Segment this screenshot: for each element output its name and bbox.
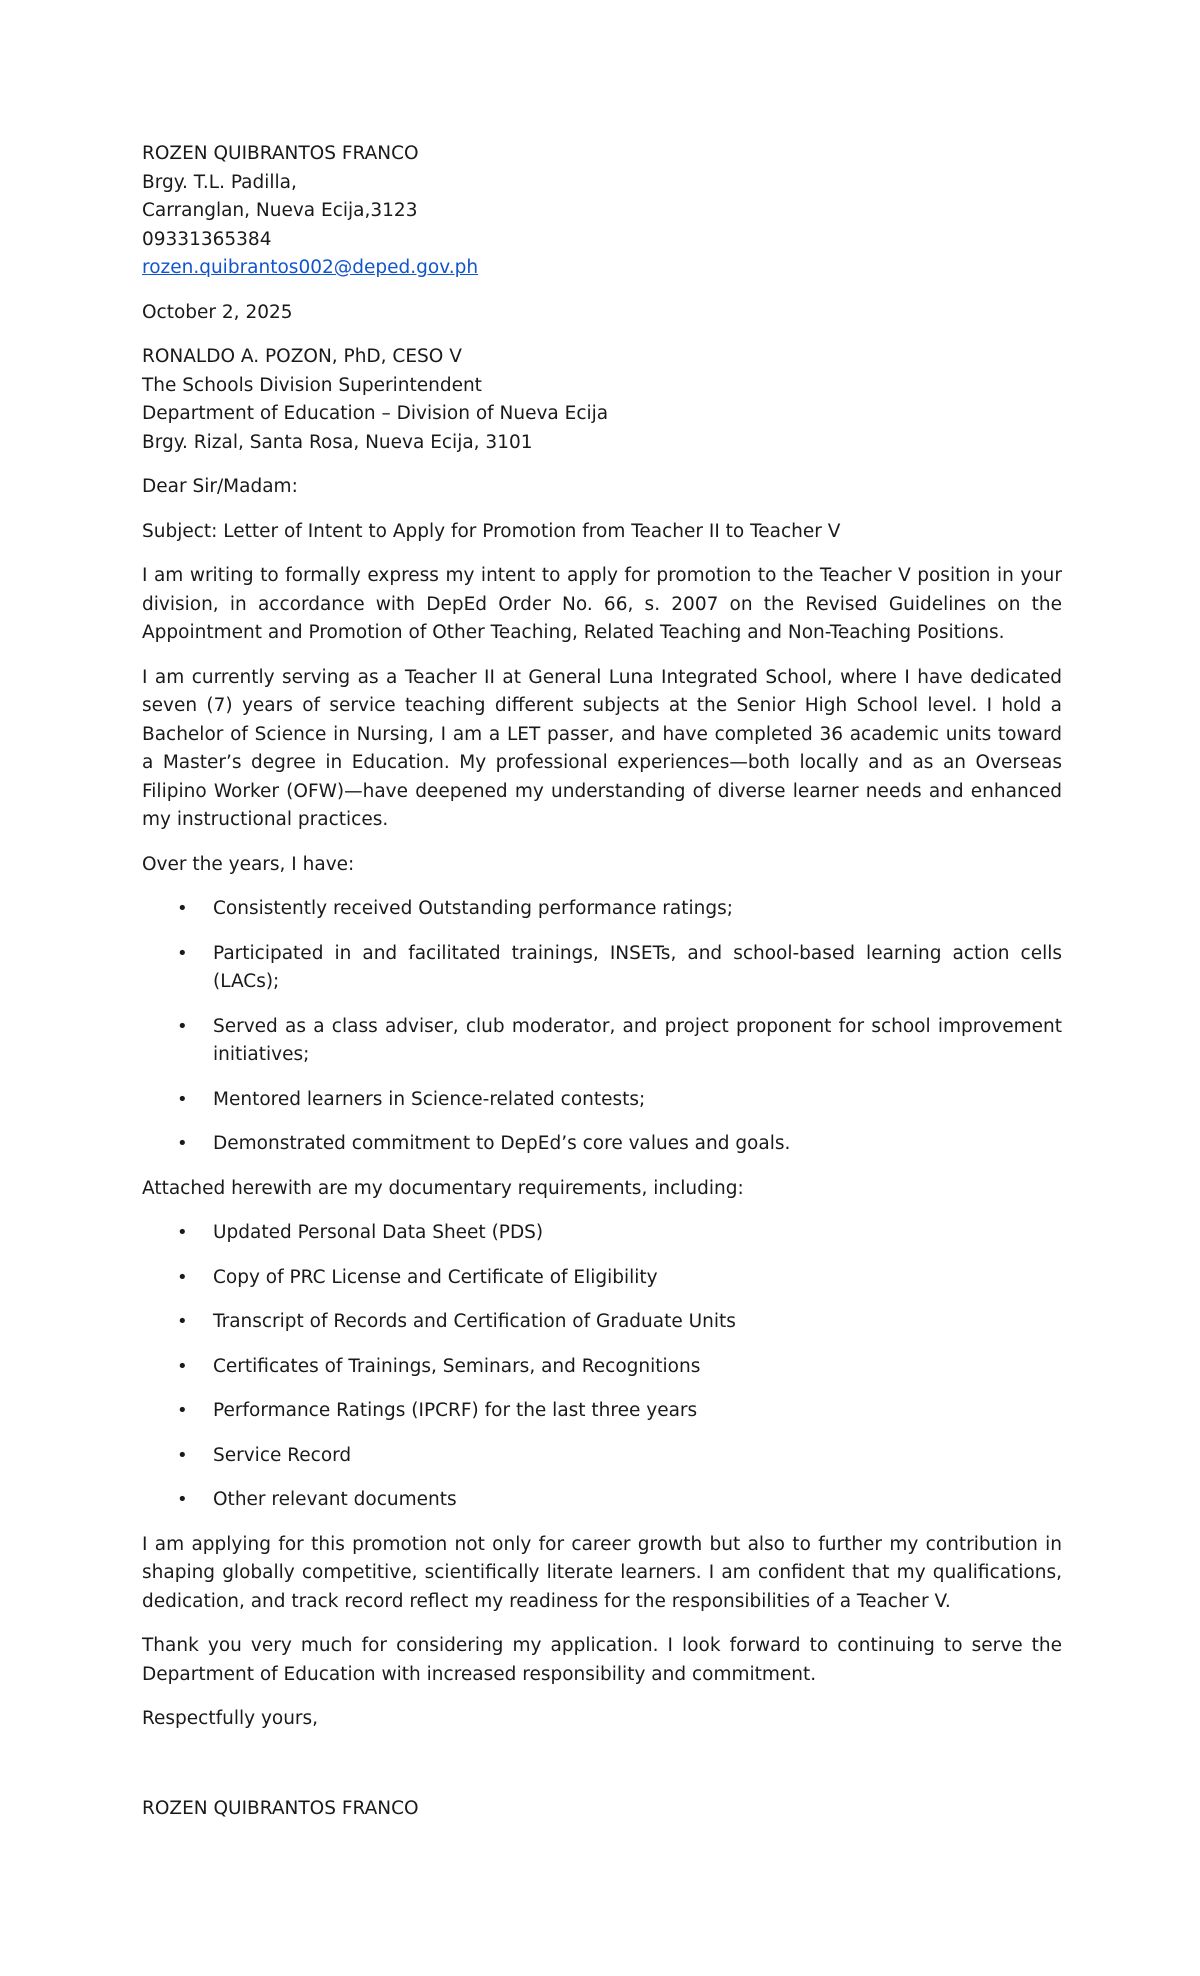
letter-body xyxy=(142,140,1062,1823)
list-item xyxy=(142,1308,1062,1337)
attachment-text: Certificates of Trainings, Seminars, and Recognitions xyxy=(213,1355,701,1377)
sender-block xyxy=(142,140,1062,283)
list-item xyxy=(142,1397,1062,1426)
bullet-icon: • xyxy=(177,1444,188,1466)
bullet-icon: • xyxy=(177,1489,188,1510)
attachment-text: Service Record xyxy=(213,1444,352,1466)
bullet-icon: • xyxy=(177,898,188,919)
recipient-office: Department of Education – Division of Nueva Ecija xyxy=(142,403,609,424)
attachment-text: Other relevant documents xyxy=(213,1489,457,1510)
list-item xyxy=(142,895,1062,924)
closing: Respectfully yours, xyxy=(142,1708,319,1729)
achievement-text: Participated in and facilitated trainings, INSETs, and school-based learning action cells (LACs); xyxy=(213,942,1062,992)
subject-line: Subject: Letter of Intent to Apply for Promotion from Teacher II to Teacher V xyxy=(142,520,841,542)
achievement-text: Mentored learners in Science-related contests; xyxy=(213,1088,646,1110)
attachments-list xyxy=(142,1219,1062,1515)
list-item xyxy=(142,1442,1062,1471)
sender-name: ROZEN QUIBRANTOS FRANCO xyxy=(142,143,419,164)
paragraph-intro: I am writing to formally express my intent to apply for promotion to the Teacher V position in your division, in accordance with DepEd Order No. 66, s. 2007 on the Revised Guidelines on the Appointment and Promotion of Other Teaching, Related Teaching and Non-Teaching Positions. xyxy=(142,565,1062,643)
attachment-text: Performance Ratings (IPCRF) for the last three years xyxy=(213,1400,698,1421)
bullet-icon: • xyxy=(177,1015,188,1037)
attachment-text: Updated Personal Data Sheet (PDS) xyxy=(213,1222,544,1243)
date-line xyxy=(142,299,1062,328)
achievements-lead: Over the years, I have: xyxy=(142,853,355,875)
bullet-icon: • xyxy=(177,1133,188,1154)
salutation: Dear Sir/Madam: xyxy=(142,476,298,497)
bullet-icon: • xyxy=(177,1088,188,1110)
sender-phone: 09331365384 xyxy=(142,228,272,250)
sender-email-link[interactable]: rozen.quibrantos002@deped.gov.ph xyxy=(142,257,479,278)
paragraph-motivation: I am applying for this promotion not only for career growth but also to further my contribution in shaping globally competitive, scientifically literate learners. I am confident that my qualifications, dedication, and track record reflect my readiness for the responsibilities of a Teacher V. xyxy=(142,1533,1062,1612)
bullet-icon: • xyxy=(177,1266,188,1288)
recipient-title: The Schools Division Superintendent xyxy=(142,374,482,396)
achievement-text: Consistently received Outstanding performance ratings; xyxy=(213,898,733,919)
paragraph-thanks: Thank you very much for considering my application. I look forward to continuing to serve the Department of Education with increased responsibility and commitment. xyxy=(142,1635,1062,1685)
recipient-block xyxy=(142,343,1062,457)
bullet-icon: • xyxy=(177,942,188,964)
list-item xyxy=(142,1219,1062,1248)
bullet-icon: • xyxy=(177,1222,188,1243)
attachment-text: Copy of PRC License and Certificate of Eligibility xyxy=(213,1266,658,1288)
attachments-lead: Attached herewith are my documentary requirements, including: xyxy=(142,1177,744,1199)
signature-name: ROZEN QUIBRANTOS FRANCO xyxy=(142,1797,419,1819)
list-item xyxy=(142,1086,1062,1115)
list-item xyxy=(142,1486,1062,1515)
list-item xyxy=(142,1264,1062,1293)
paragraph-background: I am currently serving as a Teacher II at General Luna Integrated School, where I have dedicated seven (7) years of service teaching different subjects at the Senior High School level. I hold a Bachelor of Science in Nursing, I am a LET passer, and have completed 36 academic units toward a Master’s degree in Education. My professional experiences—both locally and as an Overseas Filipino Worker (OFW)—have deepened my understanding of diverse learner needs and enhanced my instructional practices. xyxy=(142,666,1062,830)
sender-address-line1: Brgy. T.L. Padilla, xyxy=(142,171,297,193)
attachment-text: Transcript of Records and Certification of Graduate Units xyxy=(213,1311,736,1332)
achievement-text: Demonstrated commitment to DepEd’s core values and goals. xyxy=(213,1133,791,1154)
sender-address-line2: Carranglan, Nueva Ecija,3123 xyxy=(142,200,418,221)
list-item xyxy=(142,1130,1062,1159)
achievement-text: Served as a class adviser, club moderator, and project proponent for school improvement initiatives; xyxy=(213,1015,1062,1065)
list-item xyxy=(142,1013,1062,1070)
bullet-icon: • xyxy=(177,1355,188,1377)
bullet-icon: • xyxy=(177,1400,188,1421)
recipient-address: Brgy. Rizal, Santa Rosa, Nueva Ecija, 3101 xyxy=(142,431,533,453)
list-item xyxy=(142,940,1062,997)
bullet-icon: • xyxy=(177,1311,188,1332)
letter-date: October 2, 2025 xyxy=(142,301,293,323)
achievements-list xyxy=(142,895,1062,1159)
list-item xyxy=(142,1353,1062,1382)
recipient-name: RONALDO A. POZON, PhD, CESO V xyxy=(142,346,462,367)
